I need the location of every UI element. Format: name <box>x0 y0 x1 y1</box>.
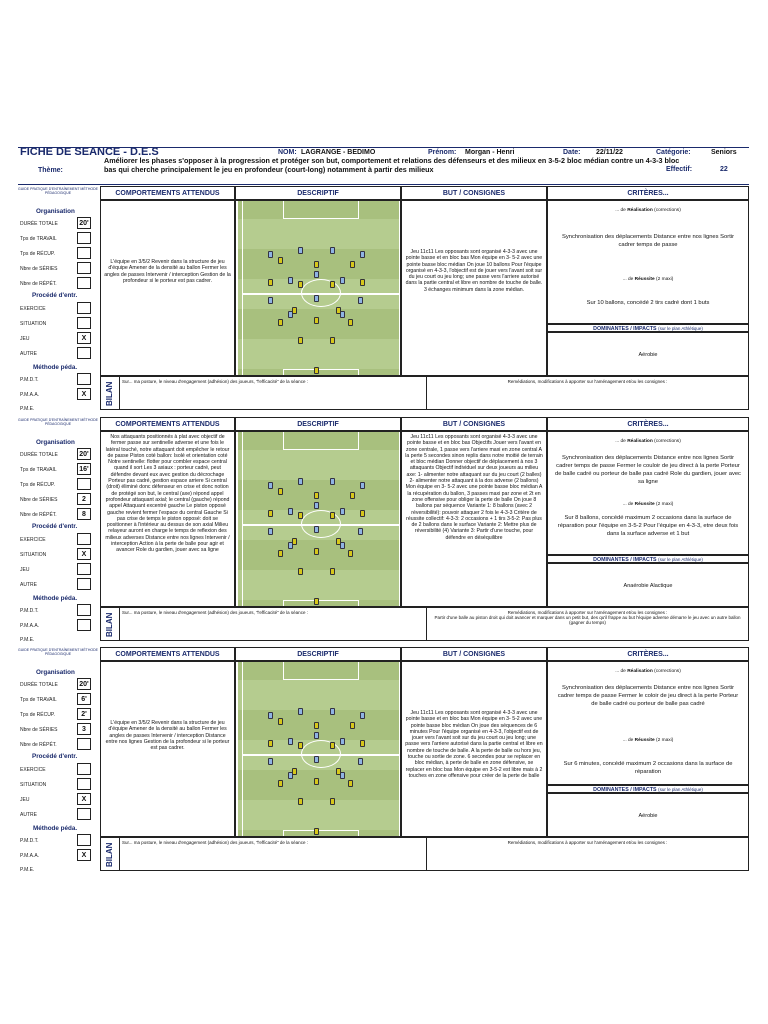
bilan-right-cell[interactable] <box>426 608 748 640</box>
organisation-sidebar <box>18 186 98 414</box>
pitch-wrapper <box>238 200 400 376</box>
player-marker-yellow <box>360 279 365 286</box>
duree-totale-field[interactable]: 20' <box>77 217 91 229</box>
reussite-text: Sur 10 ballons, concédé 2 tirs cadré dont 1 buts <box>586 300 710 306</box>
dominantes-heading <box>547 324 749 332</box>
reussite-suffix: (2 maxi) <box>656 502 674 507</box>
pmaa-label: P.M.A.A. <box>20 853 40 859</box>
player-marker-yellow <box>350 261 355 268</box>
dominantes-heading <box>547 555 749 563</box>
organisation-heading: Organisation <box>36 439 75 446</box>
situation-checkbox[interactable]: X <box>77 548 91 560</box>
duree-totale-label: DURÉE TOTALE <box>20 452 58 458</box>
player-marker-yellow <box>348 550 353 557</box>
col-header-but: BUT / CONSIGNES <box>401 647 547 661</box>
page-title: FICHE DE SEANCE - D.E.S <box>20 146 159 158</box>
procede-heading: Procédé d'entr. <box>32 292 78 299</box>
realisation-suffix: (corrections) <box>654 669 681 674</box>
bilan-right-text: Partir d'une balle au piston droit qui doit avancer et marquer dans un petit but, des qu'il frappe au but l'équipe adverse démarre le jeu avec un autre ballon (gagner du temps) <box>434 615 741 625</box>
exercice-checkbox[interactable] <box>77 302 91 314</box>
reussite-heading <box>548 738 748 743</box>
bilan-left-cell[interactable] <box>119 377 424 409</box>
exercice-label: EXERCICE <box>20 537 46 543</box>
player-marker-yellow <box>298 512 303 519</box>
col-header-comportements: COMPORTEMENTS ATTENDUS <box>100 417 235 431</box>
player-marker-yellow <box>314 492 319 499</box>
pme-label: P.M.E. <box>20 637 35 643</box>
player-marker-yellow <box>314 828 319 835</box>
comportements-cell <box>100 200 235 376</box>
bilan-row <box>100 376 749 410</box>
player-marker-yellow <box>330 568 335 575</box>
bilan-right-heading: Remédiations, modifications à apporter sur l'aménagement et/ou les consignes : <box>507 610 668 615</box>
dominantes-suffix: (sur le plan Athlétique) <box>658 326 703 331</box>
autre-label: AUTRE <box>20 582 37 588</box>
dominantes-heading <box>547 785 749 793</box>
procede-heading: Procédé d'entr. <box>32 523 78 530</box>
duree-totale-label: DURÉE TOTALE <box>20 221 58 227</box>
theme-label: Thème: <box>38 167 63 174</box>
pitch-wrapper <box>238 431 400 607</box>
player-marker-yellow <box>360 740 365 747</box>
tps-recup-field[interactable]: 2' <box>77 708 91 720</box>
realisation-word: Réalisation <box>627 669 653 674</box>
reussite-heading <box>548 502 748 507</box>
player-marker-yellow <box>292 538 297 545</box>
pmaa-checkbox[interactable] <box>77 619 91 631</box>
comportements-text: Nos attaquants positionnés à plat avec objectif de fermer passe sur sentinelle adverse et une fois le latéral touché, notre attaquant doit empêcher le retour de passe Piston coté ballon: Isolé et orientation coté Notre sentinelle: flotter pour combler espace central quand il sort Les 3 axiaux : porteur cadré, peut défendre devant eux avec gestion du décrochage Porteur pas cadré, gestion espace arriere Si central (droit) éliminé donc défenseur en crise et donc notion de protégé son but, le central (axe) répond appel profondeur attaquant axial; le central (gauche) répond appel Attaquant excentré gauche Le piston opposé gauche revient fermer l'espace du central Gauche Si pas crise de temps le piston opposé: doit se positionner à l'intérieur au dessus de son axial Milieu relayeur auront en charge le temps de reflexion des milieux adverses Distance entre nos lignes Intervenir / interception Action à la perte de balle pour agir et avancer Role du gardien, jouer avec sa ligne <box>105 434 230 554</box>
dominantes-word: DOMINANTES / IMPACTS <box>593 787 657 793</box>
nbre-series-label: Nbre de SÉRIES <box>20 727 58 733</box>
player-marker-blue <box>268 251 273 258</box>
bilan-right-cell[interactable] <box>426 838 748 870</box>
pmdt-checkbox[interactable] <box>77 373 91 385</box>
autre-checkbox[interactable] <box>77 347 91 359</box>
prenom-value: Morgan - Henri <box>465 149 515 156</box>
tps-recup-label: Tps de RÉCUP. <box>20 482 55 488</box>
player-marker-yellow <box>314 598 319 605</box>
nbre-repet-label: Nbre de RÉPÉT. <box>20 742 57 748</box>
guide-logo: GUIDE PRATIQUE D'ENTRAÎNEMENT MÉTHODE PÉDAGOGIQUE <box>18 418 98 426</box>
player-marker-blue <box>358 528 363 535</box>
player-marker-yellow <box>330 337 335 344</box>
criteres-cell <box>547 431 749 555</box>
player-marker-yellow <box>278 488 283 495</box>
player-marker-blue <box>360 251 365 258</box>
jeu-checkbox[interactable] <box>77 563 91 575</box>
nbre-series-field[interactable]: 3 <box>77 723 91 735</box>
reussite-suffix: (2 maxi) <box>656 738 674 743</box>
player-marker-yellow <box>298 337 303 344</box>
player-marker-yellow <box>336 538 341 545</box>
nbre-repet-label: Nbre de RÉPÉT. <box>20 281 57 287</box>
theme-row <box>18 158 749 185</box>
bilan-right-cell[interactable] <box>426 377 748 409</box>
player-marker-blue <box>268 712 273 719</box>
player-marker-yellow <box>268 510 273 517</box>
reussite-text: Sur 8 ballons, concédé maximum 2 occasions dans la surface de réparation pour l'équipe en 3-5-2 Pour l'équipe en 4-3-3, etre deux fois dans la surface adverse et 1 but <box>557 515 739 537</box>
exercice-checkbox[interactable] <box>77 533 91 545</box>
col-header-descriptif: DESCRIPTIF <box>235 647 401 661</box>
realisation-heading <box>548 669 748 674</box>
player-marker-yellow <box>330 281 335 288</box>
player-marker-blue <box>298 708 303 715</box>
player-marker-yellow <box>314 548 319 555</box>
player-marker-blue <box>340 508 345 515</box>
bilan-left-cell[interactable] <box>119 838 424 870</box>
tps-recup-label: Tps de RÉCUP. <box>20 251 55 257</box>
player-marker-yellow <box>298 798 303 805</box>
player-marker-blue <box>358 758 363 765</box>
procede-heading: Procédé d'entr. <box>32 753 78 760</box>
player-marker-yellow <box>298 568 303 575</box>
situation-label: SITUATION <box>20 552 47 558</box>
organisation-sidebar <box>18 417 98 645</box>
player-marker-yellow <box>292 768 297 775</box>
player-marker-blue <box>340 738 345 745</box>
situation-label: SITUATION <box>20 782 47 788</box>
date-label: Date: <box>563 149 581 156</box>
nom-value: LAGRANGE - BEDIMO <box>301 149 376 156</box>
player-marker-blue <box>358 297 363 304</box>
tps-travail-label: Tps de TRAVAIL <box>20 236 57 242</box>
reussite-prefix: ... de <box>622 738 634 743</box>
bilan-left-cell[interactable] <box>119 608 424 640</box>
reussite-suffix: (2 maxi) <box>656 277 674 282</box>
situation-label: SITUATION <box>20 321 47 327</box>
jeu-checkbox[interactable]: X <box>77 793 91 805</box>
organisation-heading: Organisation <box>36 669 75 676</box>
exercice-checkbox[interactable] <box>77 763 91 775</box>
but-text: Jeu 11c11 Les opposants sont organisé 4-3-3 avec une pointe basse et en bloc bas Mon équipe en 3- 5-2 avec une pointe basse bloc médian On joue des séquences de 6 minutes Pour l'équipe organisé en 4-3-3, l'objectif est de jouer vers l'avant soit sur du jeu court ou jeu long; une passe vers l'arriere autorisé dans la partie central et libre en nombre de touche de balle. A la perte de balle ou hors jeu, touche ou sortie de zone. 6 secondes pour se replacer en bloc médian, à perte de balle en zone défensive, se replacer en bloc bas Mon équipe en 3-5-2 est libre mais à 2 touches en zone offensive pour créer de la perte de balle <box>405 710 543 779</box>
duree-totale-field[interactable]: 20' <box>77 448 91 460</box>
bilan-label: BILAN <box>105 381 114 407</box>
pmaa-checkbox[interactable]: X <box>77 849 91 861</box>
player-marker-yellow <box>314 261 319 268</box>
player-marker-yellow <box>348 780 353 787</box>
autre-label: AUTRE <box>20 812 37 818</box>
criteres-cell <box>547 200 749 324</box>
player-marker-blue <box>314 295 319 302</box>
player-marker-yellow <box>268 279 273 286</box>
player-marker-blue <box>314 526 319 533</box>
player-marker-yellow <box>330 512 335 519</box>
player-marker-blue <box>288 508 293 515</box>
nbre-series-field[interactable] <box>77 262 91 274</box>
player-marker-yellow <box>268 740 273 747</box>
but-cell <box>401 431 547 607</box>
player-marker-blue <box>298 247 303 254</box>
tps-travail-field[interactable] <box>77 232 91 244</box>
pme-label: P.M.E. <box>20 867 35 873</box>
nbre-series-label: Nbre de SÉRIES <box>20 266 58 272</box>
categorie-value: Seniors <box>711 149 737 156</box>
comportements-cell <box>100 661 235 837</box>
bilan-row <box>100 607 749 641</box>
player-marker-blue <box>268 758 273 765</box>
player-marker-yellow <box>330 798 335 805</box>
reussite-word: Réussite <box>634 277 655 282</box>
pmdt-checkbox[interactable] <box>77 834 91 846</box>
tps-recup-field[interactable] <box>77 247 91 259</box>
duree-totale-field[interactable]: 20' <box>77 678 91 690</box>
player-marker-blue <box>298 478 303 485</box>
nbre-repet-field[interactable] <box>77 738 91 750</box>
col-header-criteres: CRITÈRES... <box>547 417 749 431</box>
tps-recup-label: Tps de RÉCUP. <box>20 712 55 718</box>
player-marker-yellow <box>314 317 319 324</box>
theme-text: Améliorer les phases s'opposer à la progression et protéger son but, comportement et relations des défenseurs et des milieux en 3-5-2 bloc médian contre un 4-3-3 bloc bas qui cherche principalement le jeu en profondeur (court-long) notamment à partir des milieux <box>104 156 680 174</box>
reussite-prefix: ... de <box>622 277 634 282</box>
but-text: Jeu 11c11 Les opposants sont organisé 4-3-3 avec une pointe basse et en bloc bas Objectifs Jouer vers l'avant en zone centrale, 1 passe vers l'arriere maxi en zone central A la perte 5 secondes sinon replis dans notre moitié de terrain et bloc médian Donner objectif de déplacement à nos 3 attaquants Objectif individuel sur deux joueurs au milieu axe: 1- alimenter notre attaquant sur du jeu court (2 balles) 2- alimenter notre attaquant à la dos adverse (2 ballons) Mon équipe en 3- 5-2 avec une pointe basse bloc médian A la récupération du ballon, 3 passes maxi par zone et 2t en zone offensive pour obliger la perte de balle On joue 8 ballons par séquence Variante 1: 8 ballons (avec 2 réversibilité): pouvoir attaquer 2 fois le 4-3-3 Critère de réussite collectif: 4-3-3: 2 occasions + 1 tirs 3-5-2: Pas plus de 2 ballons dans le surface Variante 2: Mettre plus de réversibilité (4) Variante 3: Partir d'une touche, pour défendre en déséquilibre <box>405 434 543 541</box>
jeu-label: JEU <box>20 797 30 803</box>
realisation-heading <box>548 208 748 213</box>
tps-travail-field[interactable]: 6' <box>77 693 91 705</box>
tps-travail-label: Tps de TRAVAIL <box>20 697 57 703</box>
bilan-right-heading: Remédiations, modifications à apporter sur l'aménagement et/ou les consignes : <box>507 379 668 384</box>
pmaa-label: P.M.A.A. <box>20 392 40 398</box>
session-block <box>18 647 749 875</box>
player-marker-blue <box>288 738 293 745</box>
realisation-prefix: ... de <box>615 439 626 444</box>
exercice-label: EXERCICE <box>20 767 46 773</box>
nbre-series-field[interactable]: 2 <box>77 493 91 505</box>
session-block <box>18 186 749 414</box>
player-marker-blue <box>288 277 293 284</box>
col-header-but: BUT / CONSIGNES <box>401 417 547 431</box>
tps-travail-field[interactable]: 16' <box>77 463 91 475</box>
comportements-text: L'équipe en 3/5/2 Revenir dans la structure de jeu d'équipe Amener de la densité au ballon Fermer les angles de passes Intervenir / interception Gestion de la profondeur si le porteur est pas cadrer. <box>104 259 231 284</box>
realisation-prefix: ... de <box>615 208 626 213</box>
comportements-text: L'équipe en 3/5/2 Revenir dans la structure de jeu d'équipe Amener de la densité au ballon Fermer les angles de passes Intervenir / interception Distance entre nos lignes Gestion de la profondeur si le porteur est pas cadrer. <box>105 720 230 752</box>
reussite-heading <box>548 277 748 282</box>
player-marker-yellow <box>292 307 297 314</box>
player-marker-yellow <box>336 307 341 314</box>
pmdt-label: P.M.D.T. <box>20 838 39 844</box>
player-marker-yellow <box>278 550 283 557</box>
player-marker-yellow <box>278 718 283 725</box>
bilan-left-text: Sur... ma posture, le niveau d'engagement (adhésion) des joueurs, "l'efficacité" de la séance : <box>122 379 308 384</box>
autre-label: AUTRE <box>20 351 37 357</box>
player-marker-yellow <box>350 492 355 499</box>
date-value: 22/11/22 <box>596 149 623 156</box>
realisation-text: Synchronisation des déplacements Distance entre nos lignes Sortir cadrer temps de passe <box>561 234 735 248</box>
dominantes-suffix: (sur le plan Athlétique) <box>658 787 703 792</box>
exercice-label: EXERCICE <box>20 306 46 312</box>
bilan-right-heading: Remédiations, modifications à apporter sur l'aménagement et/ou les consignes : <box>507 840 668 845</box>
col-header-but: BUT / CONSIGNES <box>401 186 547 200</box>
player-marker-yellow <box>350 722 355 729</box>
player-marker-yellow <box>298 742 303 749</box>
player-marker-blue <box>268 482 273 489</box>
player-marker-blue <box>360 712 365 719</box>
comportements-cell <box>100 431 235 607</box>
but-cell <box>401 200 547 376</box>
player-marker-yellow <box>278 257 283 264</box>
realisation-text: Synchronisation des déplacements Distance entre nos lignes Sortir cadrer temps de passe Fermer le coloir de jeu direct à la perte Porteur de balle cadré ou porteur de balle pas cadré <box>557 685 739 707</box>
dominante-value: Aérobie <box>547 332 749 376</box>
player-marker-yellow <box>278 780 283 787</box>
tps-recup-field[interactable] <box>77 478 91 490</box>
descriptif-cell <box>235 200 401 376</box>
player-marker-blue <box>314 271 319 278</box>
bilan-label: BILAN <box>105 612 114 638</box>
nbre-repet-label: Nbre de RÉPÉT. <box>20 512 57 518</box>
player-marker-yellow <box>314 722 319 729</box>
pmdt-label: P.M.D.T. <box>20 608 39 614</box>
pme-label: P.M.E. <box>20 406 35 412</box>
pmaa-checkbox[interactable]: X <box>77 388 91 400</box>
player-marker-yellow <box>314 778 319 785</box>
player-marker-blue <box>314 756 319 763</box>
player-marker-blue <box>268 528 273 535</box>
dominante-value: Aérobie <box>547 793 749 837</box>
player-marker-blue <box>330 247 335 254</box>
methode-heading: Méthode péda. <box>33 595 78 602</box>
organisation-heading: Organisation <box>36 208 75 215</box>
player-marker-yellow <box>314 367 319 374</box>
nbre-repet-field[interactable]: 8 <box>77 508 91 520</box>
bilan-left-text: Sur... ma posture, le niveau d'engagement (adhésion) des joueurs, "l'efficacité" de la séance : <box>122 840 308 845</box>
pmdt-label: P.M.D.T. <box>20 377 39 383</box>
bilan-left-text: Sur... ma posture, le niveau d'engagement (adhésion) des joueurs, "l'efficacité" de la séance : <box>122 610 308 615</box>
col-header-criteres: CRITÈRES... <box>547 647 749 661</box>
reussite-prefix: ... de <box>622 502 634 507</box>
descriptif-cell <box>235 431 401 607</box>
dominantes-word: DOMINANTES / IMPACTS <box>593 326 657 332</box>
effectif-label: Effectif: <box>666 166 693 173</box>
jeu-checkbox[interactable]: X <box>77 332 91 344</box>
player-marker-yellow <box>330 742 335 749</box>
guide-logo: GUIDE PRATIQUE D'ENTRAÎNEMENT MÉTHODE PÉDAGOGIQUE <box>18 648 98 656</box>
session-block <box>18 417 749 645</box>
jeu-label: JEU <box>20 567 30 573</box>
tps-travail-label: Tps de TRAVAIL <box>20 467 57 473</box>
col-header-descriptif: DESCRIPTIF <box>235 186 401 200</box>
but-cell <box>401 661 547 837</box>
pmaa-label: P.M.A.A. <box>20 623 40 629</box>
player-marker-yellow <box>336 768 341 775</box>
nbre-series-label: Nbre de SÉRIES <box>20 497 58 503</box>
realisation-heading <box>548 439 748 444</box>
col-header-descriptif: DESCRIPTIF <box>235 417 401 431</box>
duree-totale-label: DURÉE TOTALE <box>20 682 58 688</box>
col-header-criteres: CRITÈRES... <box>547 186 749 200</box>
prenom-label: Prénom: <box>428 149 457 156</box>
autre-checkbox[interactable] <box>77 808 91 820</box>
player-marker-yellow <box>348 319 353 326</box>
col-header-comportements: COMPORTEMENTS ATTENDUS <box>100 647 235 661</box>
criteres-cell <box>547 661 749 785</box>
player-marker-yellow <box>360 510 365 517</box>
realisation-text: Synchronisation des déplacements Distance entre nos lignes Sortir cadrer temps de passe Fermer le couloir de jeu direct à la perte Porteur de balle cadré ou porteur de balle pas cadré Role du gardien, jouer avec sa ligne <box>555 455 741 485</box>
autre-checkbox[interactable] <box>77 578 91 590</box>
player-marker-yellow <box>298 281 303 288</box>
but-text: Jeu 11c11 Les opposants sont organisé 4-3-3 avec une pointe basse et en bloc bas Mon équipe en 3- 5-2 avec une pointe basse bloc médian On joue 10 ballons Pour l'équipe organisé en 4-3-3, l'objectif est de jouer vers l'avant soit sur du jeu court ou jeu long; une passe vers l'arriere autorisé dans la partie central et libre en nombre de touche de balle. 3 échanges minimum dans la zone médian. <box>405 249 543 293</box>
categorie-label: Catégorie: <box>656 149 691 156</box>
realisation-suffix: (corrections) <box>654 208 681 213</box>
player-marker-blue <box>268 297 273 304</box>
player-marker-blue <box>314 732 319 739</box>
bilan-row <box>100 837 749 871</box>
pitch-wrapper <box>238 661 400 837</box>
player-marker-blue <box>340 277 345 284</box>
dominante-value: Anaérobie Alactique <box>547 563 749 607</box>
realisation-word: Réalisation <box>627 208 653 213</box>
player-marker-blue <box>314 502 319 509</box>
col-header-comportements: COMPORTEMENTS ATTENDUS <box>100 186 235 200</box>
player-marker-yellow <box>278 319 283 326</box>
organisation-sidebar <box>18 647 98 875</box>
methode-heading: Méthode péda. <box>33 825 78 832</box>
realisation-suffix: (corrections) <box>654 439 681 444</box>
situation-checkbox[interactable] <box>77 317 91 329</box>
bilan-label: BILAN <box>105 842 114 868</box>
player-marker-blue <box>330 478 335 485</box>
dominantes-suffix: (sur le plan Athlétique) <box>658 557 703 562</box>
dominantes-word: DOMINANTES / IMPACTS <box>593 557 657 563</box>
reussite-word: Réussite <box>634 738 655 743</box>
guide-logo: GUIDE PRATIQUE D'ENTRAÎNEMENT MÉTHODE PÉDAGOGIQUE <box>18 187 98 195</box>
player-marker-blue <box>330 708 335 715</box>
reussite-word: Réussite <box>634 502 655 507</box>
pmdt-checkbox[interactable] <box>77 604 91 616</box>
nom-label: NOM: <box>278 149 297 156</box>
descriptif-cell <box>235 661 401 837</box>
realisation-prefix: ... de <box>615 669 626 674</box>
effectif-value: 22 <box>720 166 728 173</box>
situation-checkbox[interactable] <box>77 778 91 790</box>
jeu-label: JEU <box>20 336 30 342</box>
reussite-text: Sur 6 minutes, concédé maximum 2 occasions dans la surface de réparation <box>563 761 733 775</box>
nbre-repet-field[interactable] <box>77 277 91 289</box>
methode-heading: Méthode péda. <box>33 364 78 371</box>
player-marker-blue <box>360 482 365 489</box>
realisation-word: Réalisation <box>627 439 653 444</box>
